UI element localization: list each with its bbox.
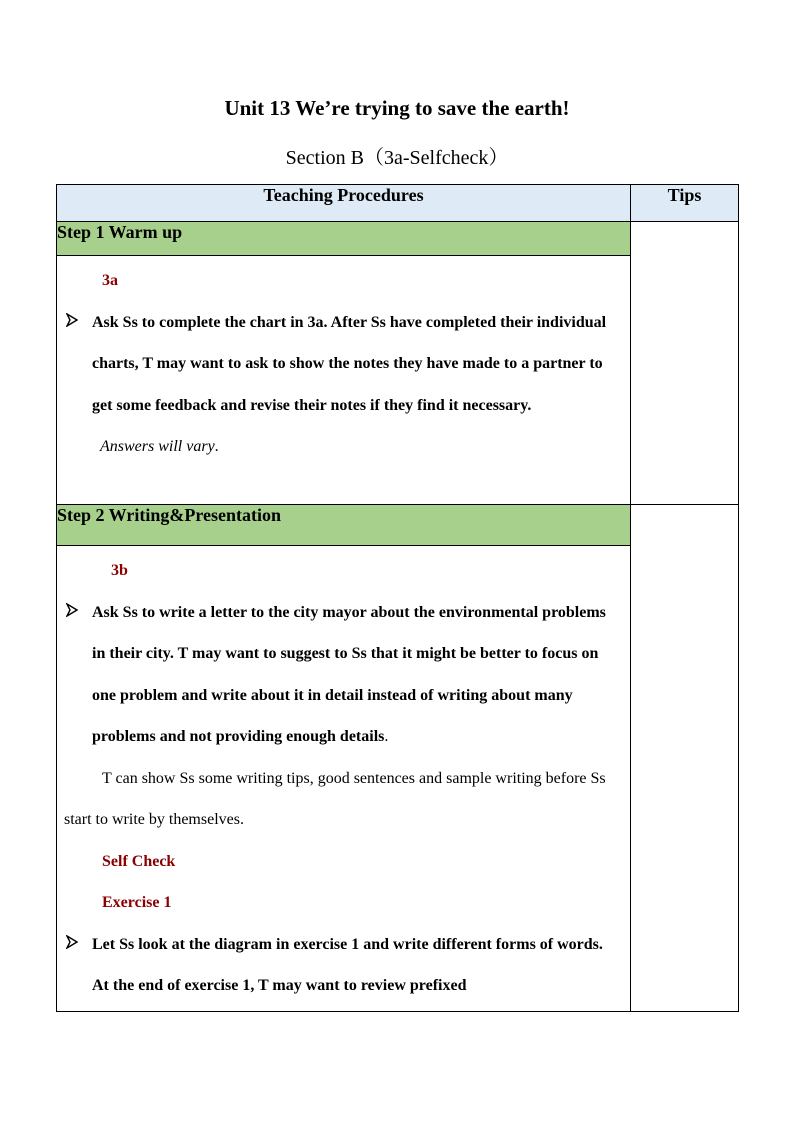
exercise-label: Exercise 1 xyxy=(102,894,172,911)
exercise-bullet-text: Let Ss look at the diagram in exercise 1 and write different forms of words. At the end of exercise 1, T may want to review prefixed xyxy=(92,935,603,994)
step2-heading-row xyxy=(57,505,739,546)
arrow-bullet-icon xyxy=(66,924,78,966)
step2-bullet xyxy=(64,592,622,758)
step2-label: 3b xyxy=(111,562,128,579)
page-subtitle: Section B（3a-Selfcheck） xyxy=(285,147,509,169)
table-header-row xyxy=(57,185,739,222)
step2-bullet-text: Ask Ss to write a letter to the city mayor about the environmental problems in their city. T may want to suggest to Ss that it might be better to focus on one problem and write about it in detail instead of writing about many problems and not providing enough details xyxy=(92,603,606,745)
step1-content-cell xyxy=(57,256,631,505)
step2-content-cell xyxy=(57,546,631,1012)
step1-heading-row xyxy=(57,222,739,256)
step1-heading: Step 1 Warm up xyxy=(57,222,631,256)
arrow-bullet-icon xyxy=(66,592,78,634)
step1-bullet xyxy=(64,302,622,427)
step2-tips-cell xyxy=(631,505,739,1012)
step2-heading: Step 2 Writing&Presentation xyxy=(57,505,631,546)
exercise-bullet xyxy=(64,924,622,1007)
arrow-bullet-icon xyxy=(66,302,78,344)
step2-paragraph: T can show Ss some writing tips, good sentences and sample writing before Ss start to write by themselves. xyxy=(64,769,606,828)
page-title: Unit 13 We’re trying to save the earth! xyxy=(224,96,570,120)
step2-bullet-period: . xyxy=(384,728,389,745)
step1-answer-period: . xyxy=(214,438,219,455)
header-procedures: Teaching Procedures xyxy=(57,185,631,222)
step1-answer-text: Answers will vary xyxy=(100,438,215,455)
header-tips: Tips xyxy=(631,185,739,222)
procedures-table xyxy=(56,184,739,1012)
step1-tips-cell xyxy=(631,222,739,505)
step1-label: 3a xyxy=(102,272,118,289)
step1-answer xyxy=(64,426,622,468)
step1-bullet-text: Ask Ss to complete the chart in 3a. After Ss have completed their individual charts, T may want to ask to show the notes they have made to a partner to get some feedback and revise their notes if they find it necessary. xyxy=(92,313,607,414)
self-check-label: Self Check xyxy=(102,852,176,870)
